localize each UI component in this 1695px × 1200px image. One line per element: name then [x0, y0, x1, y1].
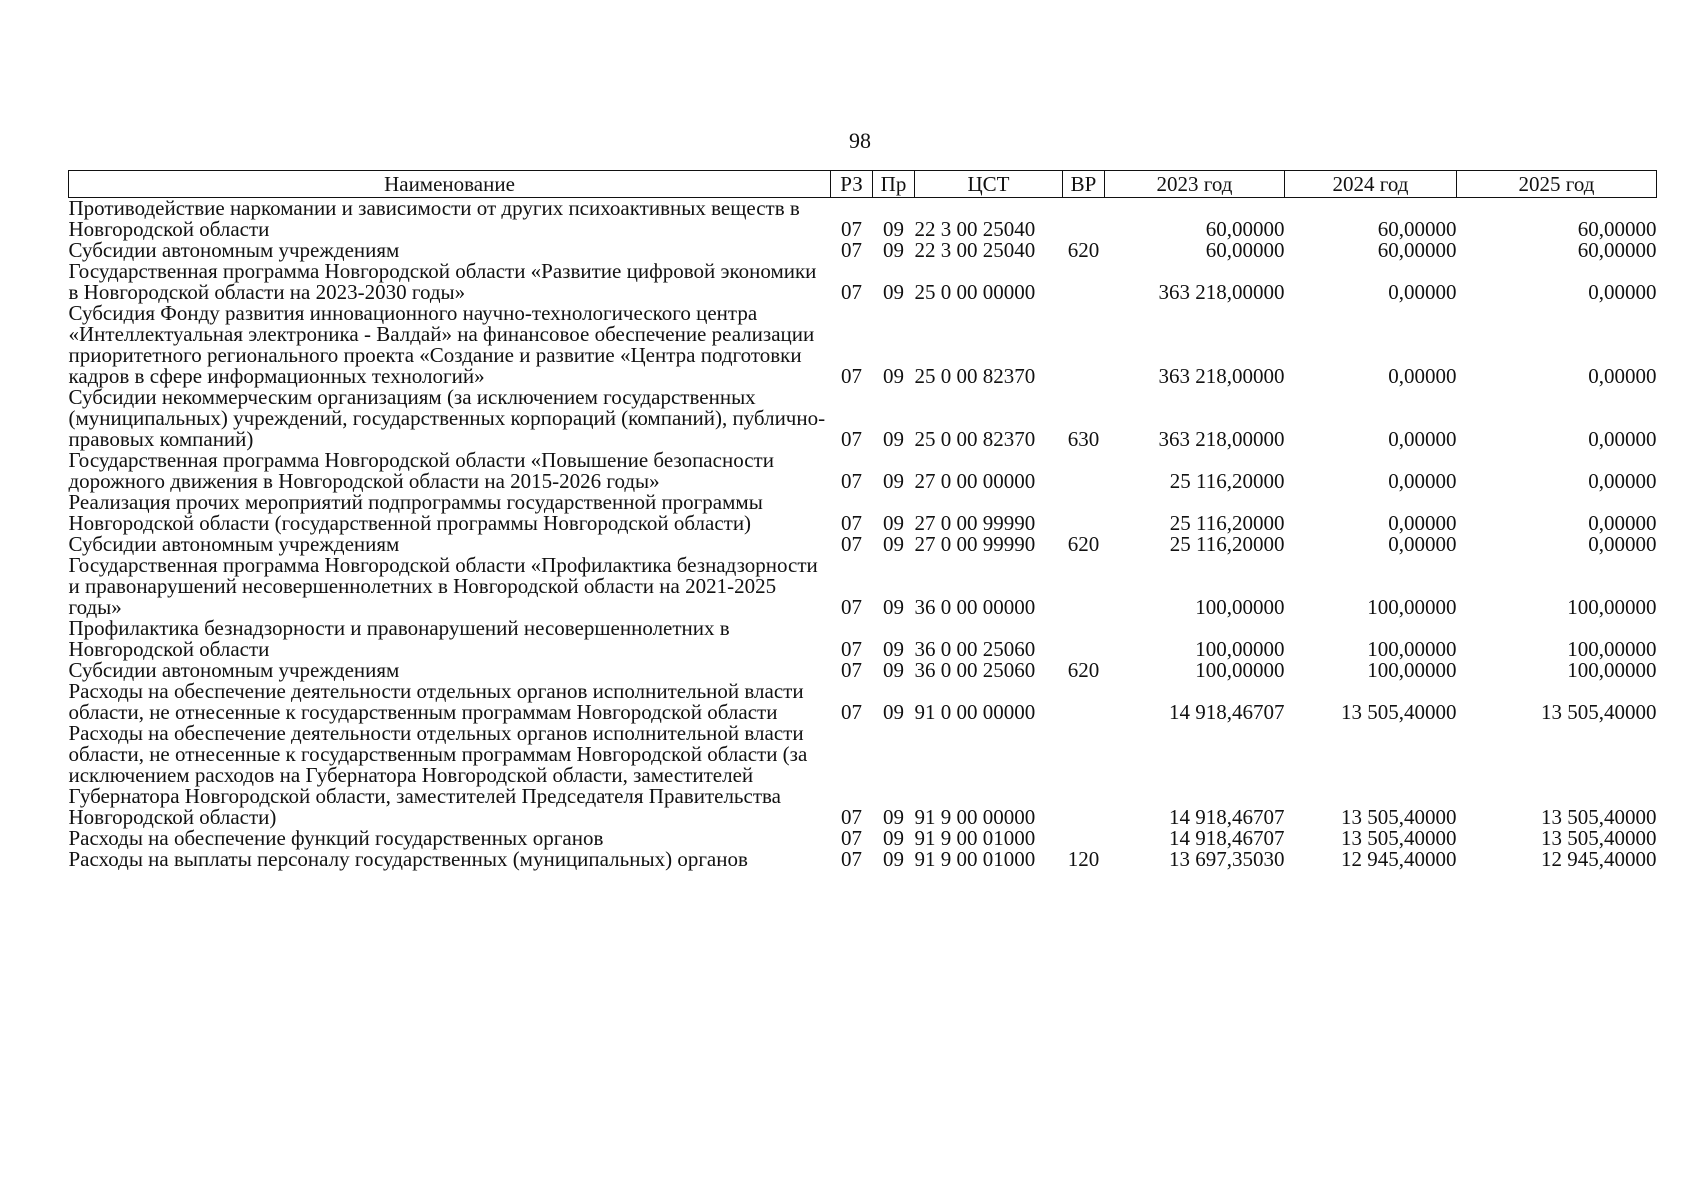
- row-2024: 13 505,40000: [1341, 700, 1457, 724]
- page-number: 98: [849, 128, 871, 153]
- row-2025: 60,00000: [1577, 238, 1657, 262]
- row-rz: 07: [841, 280, 862, 304]
- row-vr: [1063, 681, 1105, 723]
- row-2025: 0,00000: [1588, 469, 1657, 493]
- row-rz: 07: [841, 217, 862, 241]
- row-rz: 07: [841, 469, 862, 493]
- header-cst: ЦСТ: [915, 171, 1063, 198]
- row-2023: 25 116,20000: [1169, 511, 1285, 535]
- row-pr: 09: [883, 511, 904, 535]
- table-row: [69, 618, 1657, 660]
- row-2025: 12 945,40000: [1541, 847, 1657, 871]
- row-rz: 07: [841, 364, 862, 388]
- row-vr: [1063, 723, 1105, 828]
- row-2024: 100,00000: [1367, 637, 1457, 661]
- row-rz: 07: [841, 532, 862, 556]
- row-cst: 36 0 00 25060: [914, 658, 1036, 682]
- row-cst: 27 0 00 99990: [914, 511, 1036, 535]
- row-2025: 0,00000: [1588, 532, 1657, 556]
- row-2023: 363 218,00000: [1158, 427, 1285, 451]
- table-row: [69, 303, 1657, 387]
- row-rz: 07: [841, 658, 862, 682]
- row-2024: 0,00000: [1388, 511, 1457, 535]
- row-pr: 09: [883, 427, 904, 451]
- table-row: [69, 387, 1657, 450]
- row-2024: 0,00000: [1388, 364, 1457, 388]
- row-2024: 60,00000: [1377, 238, 1457, 262]
- row-cst: 25 0 00 00000: [914, 280, 1036, 304]
- row-rz: 07: [841, 511, 862, 535]
- row-vr: [1063, 450, 1105, 492]
- row-vr: [1063, 261, 1105, 303]
- row-rz: 07: [841, 847, 862, 871]
- header-2024: 2024 год: [1285, 171, 1457, 198]
- row-pr: 09: [883, 595, 904, 619]
- row-2023: 14 918,46707: [1169, 700, 1285, 724]
- row-cst: 36 0 00 25060: [914, 637, 1036, 661]
- row-2023: 14 918,46707: [1169, 805, 1285, 829]
- row-pr: 09: [883, 532, 904, 556]
- row-name: Расходы на обеспечение деятельности отдельных органов исполнительной власти области, не отнесенные к государственным программам Новгородской области: [68, 679, 804, 724]
- row-pr: 09: [883, 826, 904, 850]
- row-2023: 60,00000: [1205, 238, 1285, 262]
- row-rz: 07: [841, 427, 862, 451]
- row-2023: 60,00000: [1205, 217, 1285, 241]
- table-row: [69, 660, 1657, 681]
- row-2025: 100,00000: [1567, 658, 1657, 682]
- row-vr: [1063, 618, 1105, 660]
- row-name: Реализация прочих мероприятий подпрограммы государственной программы Новгородской области (государственной программы Новгородской области): [68, 490, 763, 535]
- row-pr: 09: [883, 238, 904, 262]
- row-2023: 100,00000: [1195, 595, 1285, 619]
- budget-table: [68, 170, 1657, 870]
- row-vr: 620: [1067, 532, 1100, 556]
- row-cst: 36 0 00 00000: [914, 595, 1036, 619]
- table-row: [69, 261, 1657, 303]
- row-pr: 09: [883, 847, 904, 871]
- row-vr: [1063, 492, 1105, 534]
- row-pr: 09: [883, 469, 904, 493]
- row-vr: 620: [1067, 658, 1100, 682]
- row-cst: 25 0 00 82370: [914, 427, 1036, 451]
- row-2025: 0,00000: [1588, 511, 1657, 535]
- row-2025: 100,00000: [1567, 595, 1657, 619]
- header-2025: 2025 год: [1457, 171, 1657, 198]
- row-cst: 91 0 00 00000: [914, 700, 1036, 724]
- row-2024: 13 505,40000: [1341, 805, 1457, 829]
- row-cst: 91 9 00 01000: [914, 847, 1036, 871]
- row-name: Субсидии некоммерческим организациям (за исключением государственных (муниципальных) учреждений, государственных корпораций (компаний), публично-правовых компаний): [68, 385, 826, 451]
- row-rz: 07: [841, 595, 862, 619]
- row-2025: 100,00000: [1567, 637, 1657, 661]
- table-row: [69, 450, 1657, 492]
- header-rz: РЗ: [831, 171, 873, 198]
- row-2023: 100,00000: [1195, 658, 1285, 682]
- row-2025: 60,00000: [1577, 217, 1657, 241]
- row-vr: 120: [1067, 847, 1100, 871]
- row-name: Государственная программа Новгородской области «Повышение безопасности дорожного движения в Новгородской области на 2015-2026 годы»: [68, 448, 774, 493]
- row-name: Государственная программа Новгородской области «Развитие цифровой экономики в Новгородской области на 2023-2030 годы»: [68, 259, 817, 304]
- row-pr: 09: [883, 637, 904, 661]
- row-name: Противодействие наркомании и зависимости от других психоактивных веществ в Новгородской области: [68, 196, 800, 241]
- row-2025: 13 505,40000: [1541, 805, 1657, 829]
- row-pr: 09: [883, 217, 904, 241]
- row-cst: 91 9 00 00000: [914, 805, 1036, 829]
- table-header-row: [69, 171, 1657, 198]
- row-rz: 07: [841, 826, 862, 850]
- row-2024: 0,00000: [1388, 532, 1457, 556]
- table-row: [69, 723, 1657, 828]
- row-2025: 13 505,40000: [1541, 826, 1657, 850]
- row-2024: 0,00000: [1388, 280, 1457, 304]
- row-name: Расходы на обеспечение функций государственных органов: [68, 826, 604, 850]
- row-vr: [1063, 303, 1105, 387]
- row-cst: 25 0 00 82370: [914, 364, 1036, 388]
- row-name: Расходы на обеспечение деятельности отдельных органов исполнительной власти области, не отнесенные к государственным программам Новгородской области (за исключением расходов на Губернатора Новгородской области, заместителей Губернатора Новгородской области, заместителей Председателя Правительства Новгородской области): [68, 721, 808, 829]
- row-2024: 12 945,40000: [1341, 847, 1457, 871]
- table-row: [69, 555, 1657, 618]
- row-2024: 60,00000: [1377, 217, 1457, 241]
- table-row: [69, 492, 1657, 534]
- table-row: [69, 828, 1657, 849]
- table-row: [69, 849, 1657, 870]
- row-name: Субсидии автономным учреждениям: [68, 532, 400, 556]
- row-rz: 07: [841, 637, 862, 661]
- row-2025: 0,00000: [1588, 427, 1657, 451]
- row-2025: 0,00000: [1588, 280, 1657, 304]
- row-2024: 100,00000: [1367, 658, 1457, 682]
- row-rz: 07: [841, 238, 862, 262]
- row-2025: 0,00000: [1588, 364, 1657, 388]
- row-vr: [1063, 555, 1105, 618]
- row-2024: 100,00000: [1367, 595, 1457, 619]
- row-2025: 13 505,40000: [1541, 700, 1657, 724]
- row-2024: 13 505,40000: [1341, 826, 1457, 850]
- row-name: Государственная программа Новгородской области «Профилактика безнадзорности и правонарушений несовершеннолетних в Новгородской области на 2021-2025 годы»: [68, 553, 818, 619]
- row-cst: 22 3 00 25040: [914, 217, 1036, 241]
- row-rz: 07: [841, 700, 862, 724]
- row-cst: 91 9 00 01000: [914, 826, 1036, 850]
- header-pr: Пр: [873, 171, 915, 198]
- row-name: Субсидии автономным учреждениям: [68, 238, 400, 262]
- row-pr: 09: [883, 700, 904, 724]
- row-cst: 27 0 00 00000: [914, 469, 1036, 493]
- header-2023: 2023 год: [1105, 171, 1285, 198]
- header-vr: ВР: [1063, 171, 1105, 198]
- row-2024: 0,00000: [1388, 427, 1457, 451]
- row-2023: 25 116,20000: [1169, 469, 1285, 493]
- row-name: Субсидии автономным учреждениям: [68, 658, 400, 682]
- row-2023: 363 218,00000: [1158, 364, 1285, 388]
- row-pr: 09: [883, 658, 904, 682]
- header-name: Наименование: [69, 171, 831, 198]
- row-pr: 09: [883, 364, 904, 388]
- row-2023: 25 116,20000: [1169, 532, 1285, 556]
- row-vr: [1063, 198, 1105, 241]
- row-cst: 27 0 00 99990: [914, 532, 1036, 556]
- row-pr: 09: [883, 805, 904, 829]
- row-vr: 630: [1067, 427, 1100, 451]
- row-name: Субсидия Фонду развития инновационного научно-технологического центра «Интеллектуальная электроника - Валдай» на финансовое обеспечение реализации приоритетного регионального проекта «Создание и развитие «Центра подготовки кадров в сфере информационных технологий»: [68, 301, 815, 388]
- row-rz: 07: [841, 805, 862, 829]
- row-2023: 14 918,46707: [1169, 826, 1285, 850]
- row-2023: 363 218,00000: [1158, 280, 1285, 304]
- row-pr: 09: [883, 280, 904, 304]
- row-vr: [1063, 828, 1105, 849]
- row-name: Профилактика безнадзорности и правонарушений несовершеннолетних в Новгородской области: [68, 616, 730, 661]
- row-2023: 13 697,35030: [1169, 847, 1285, 871]
- table-row: [69, 681, 1657, 723]
- row-cst: 22 3 00 25040: [914, 238, 1036, 262]
- row-2023: 100,00000: [1195, 637, 1285, 661]
- table-row: [69, 534, 1657, 555]
- table-body: [69, 198, 1657, 871]
- table-row: [69, 240, 1657, 261]
- row-name: Расходы на выплаты персоналу государственных (муниципальных) органов: [68, 847, 748, 871]
- row-vr: 620: [1067, 238, 1100, 262]
- row-2024: 0,00000: [1388, 469, 1457, 493]
- table-row: [69, 198, 1657, 241]
